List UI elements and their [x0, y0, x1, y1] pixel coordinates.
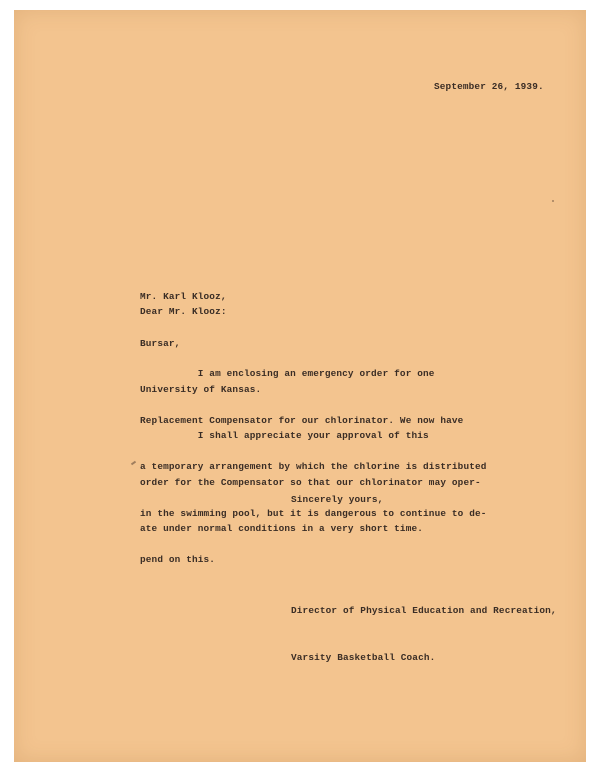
- signature-title-line: Varsity Basketball Coach.: [291, 651, 436, 663]
- paragraph-2: [140, 397, 481, 568]
- paragraph-1-line: Replacement Compensator for our chlorinator. We now have: [140, 414, 464, 426]
- salutation: Dear Mr. Klooz:: [140, 306, 227, 317]
- addressee-name: Mr. Karl Klooz,: [140, 291, 227, 302]
- addressee-institution: University of Kansas.: [140, 384, 262, 395]
- ink-speck: [131, 461, 136, 466]
- paragraph-2-line: I shall appreciate your approval of this: [140, 430, 429, 441]
- signature-title-line: Director of Physical Education and Recreation,: [291, 605, 557, 616]
- paragraph-1-line: I am enclosing an emergency order for one: [140, 368, 435, 379]
- paragraph-2-line: ate under normal conditions in a very short time.: [140, 523, 424, 534]
- letter-date: September 26, 1939.: [434, 81, 544, 92]
- paragraph-1-line: in the swimming pool, but it is dangerous to continue to de-: [140, 507, 487, 519]
- paragraph-1-line: a temporary arrangement by which the chlorine is distributed: [140, 461, 487, 472]
- addressee-title: Bursar,: [140, 337, 181, 349]
- signature-block: [291, 572, 557, 696]
- letter-page: [14, 10, 586, 762]
- ink-speck: [552, 200, 554, 202]
- closing: Sincerely yours,: [291, 494, 384, 505]
- paragraph-1-line: pend on this.: [140, 554, 216, 565]
- paragraph-2-line: order for the Compensator so that our chlorinator may oper-: [140, 476, 481, 488]
